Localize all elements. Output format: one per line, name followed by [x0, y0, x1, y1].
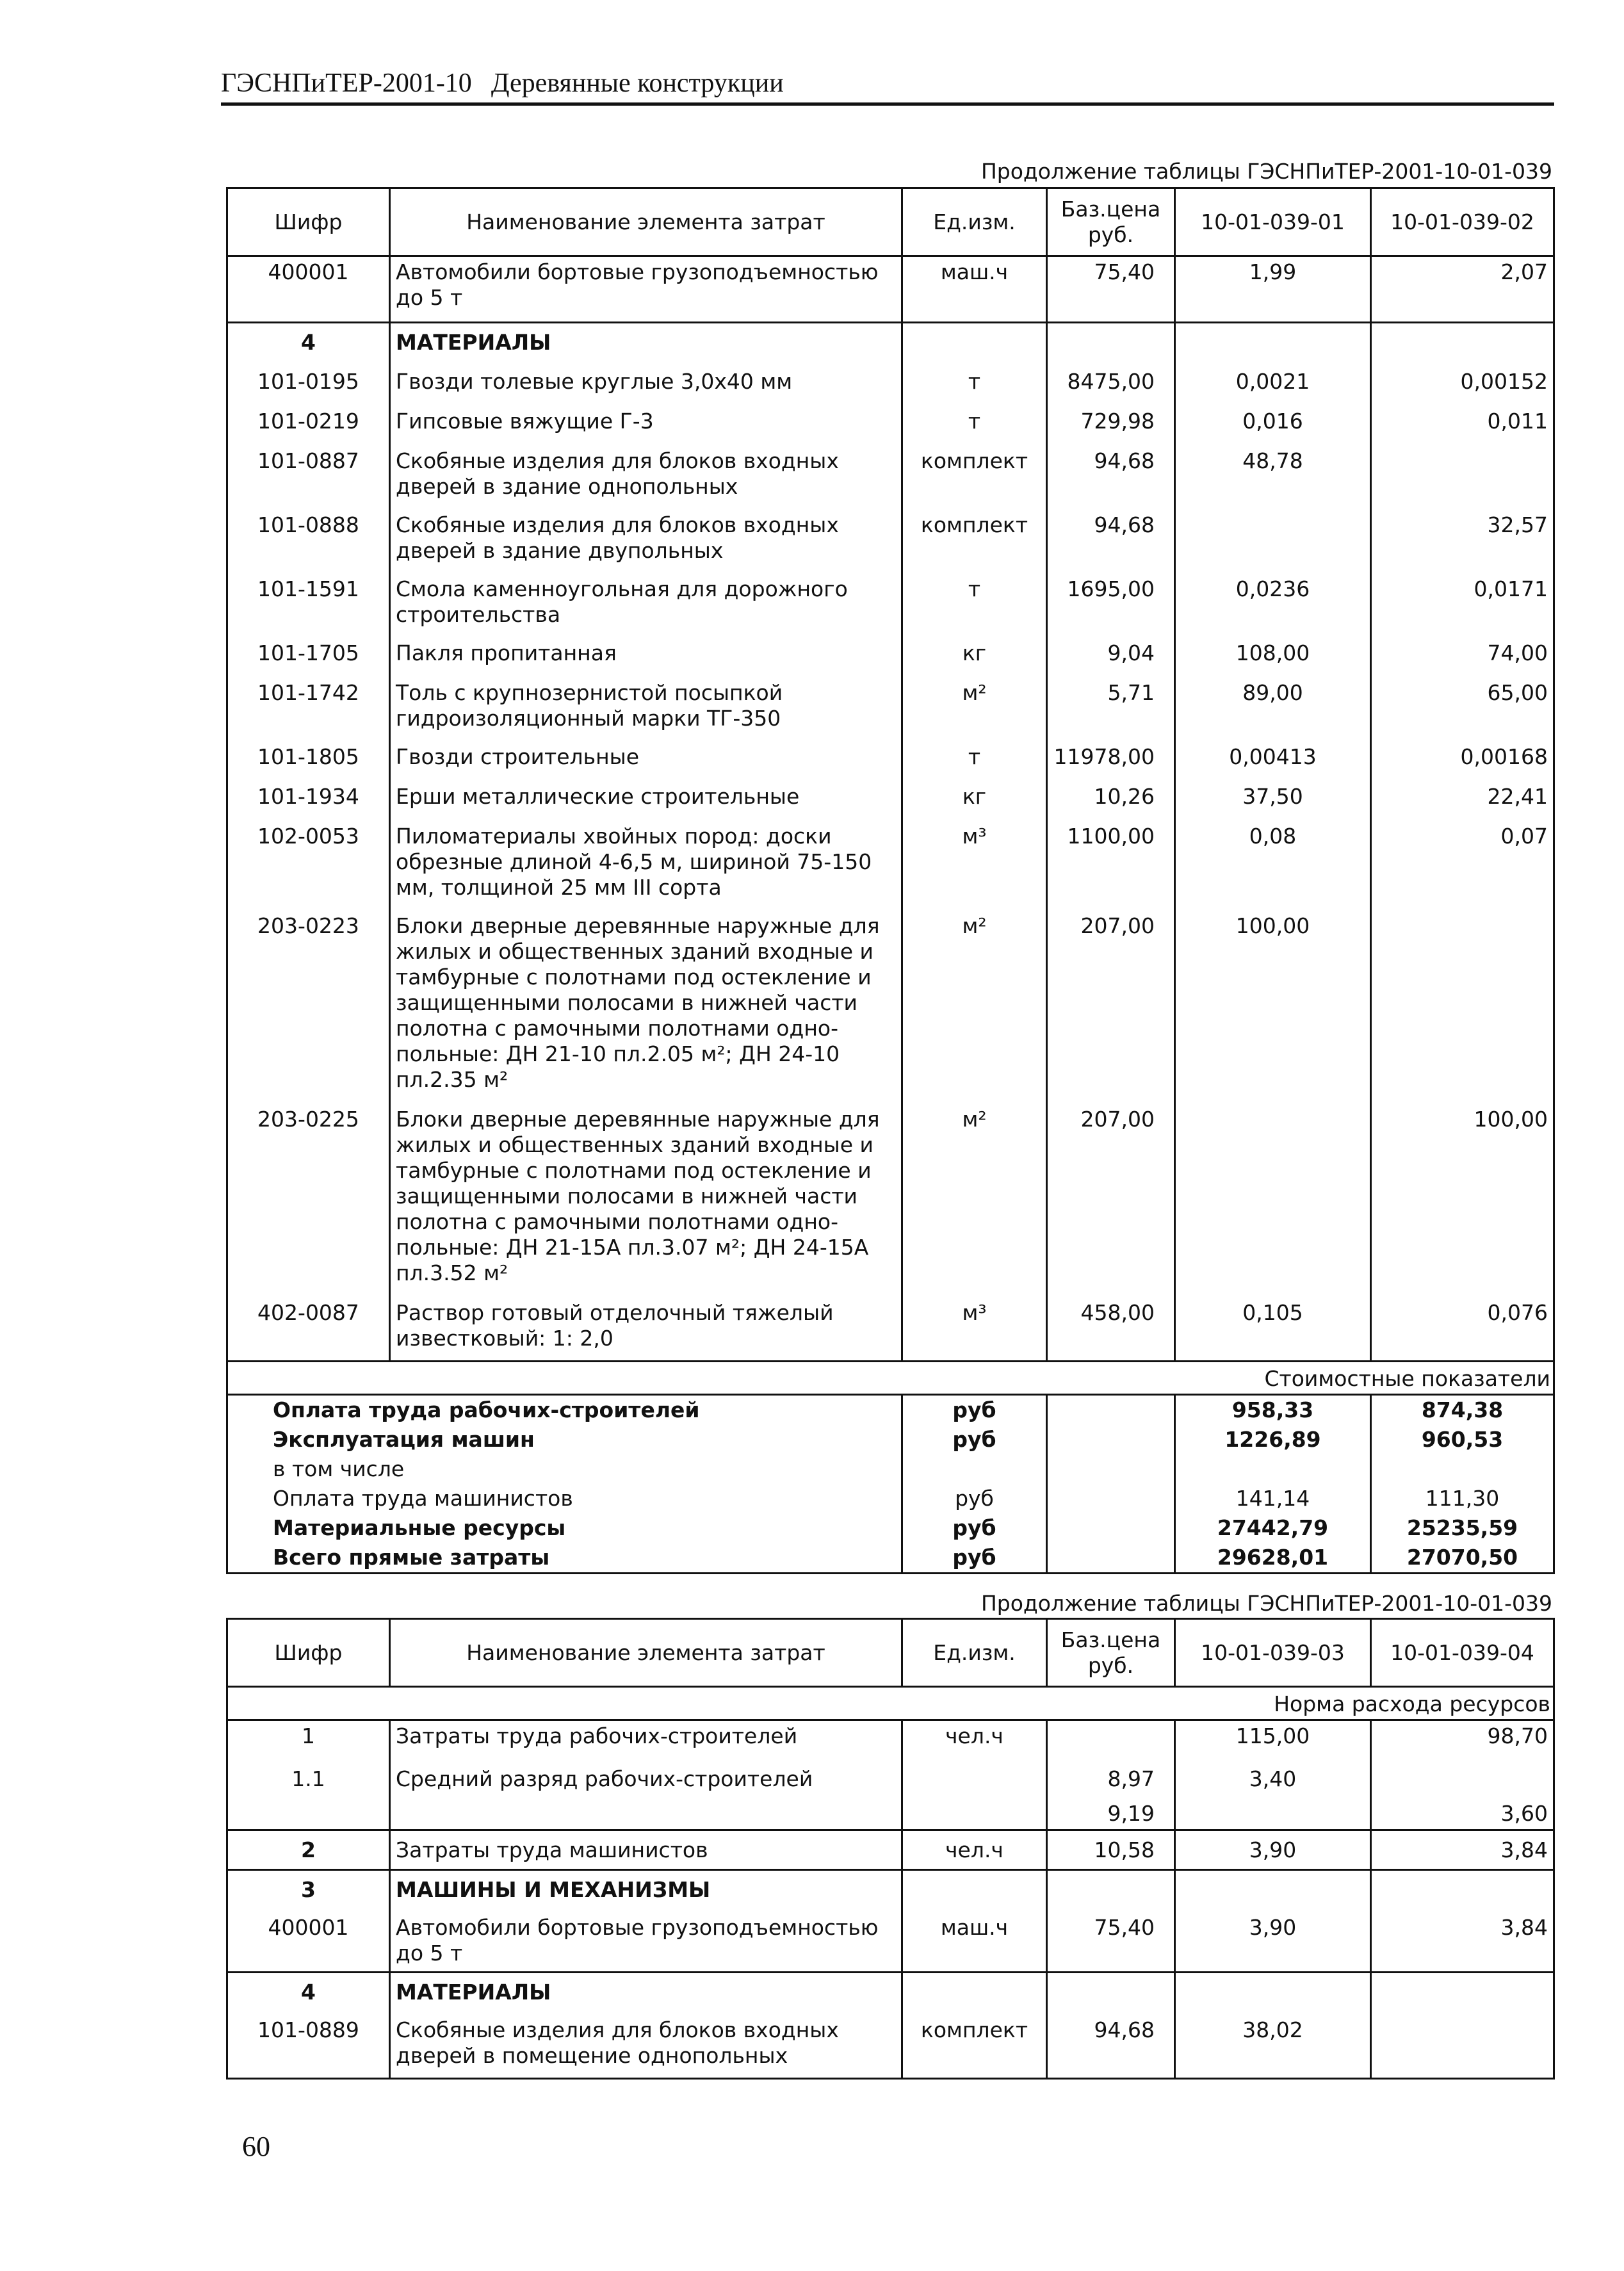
cost-v2: 27070,50: [1371, 1543, 1554, 1574]
row-price: [1047, 1973, 1175, 2011]
cost-row: [227, 1513, 1554, 1543]
table-row: [227, 1830, 1554, 1870]
col-header-v1: 10-01-039-03: [1175, 1619, 1371, 1687]
table-row: [227, 1720, 1554, 1760]
row-code: 402-0087: [227, 1294, 390, 1362]
row-price: 8,97: [1047, 1760, 1175, 1795]
cost-price-empty: [1047, 1543, 1175, 1574]
row-v1: 1,99: [1175, 256, 1371, 323]
row-v1: 108,00: [1175, 634, 1371, 674]
row-unit: т: [902, 402, 1047, 442]
page-number: 60: [242, 2131, 270, 2162]
row-name: [390, 1795, 902, 1830]
row-name: Блоки дверные деревянные наружные для жилых и общественных зданий входные и тамбурные с полотнами под остекление и защищенными полосами в нижней части полотна с рамочными полотнами одно-польные: ДН 21-10 пл.2.05 м²; ДН 24-10 пл.2.35 м²: [390, 907, 902, 1100]
col-header-unit: Ед.изм.: [902, 188, 1047, 256]
row-name: Раствор готовый отделочный тяжелый известковый: 1: 2,0: [390, 1294, 902, 1362]
cost-price-empty: [1047, 1395, 1175, 1426]
row-price: 10,26: [1047, 777, 1175, 817]
row-price: [1047, 1720, 1175, 1760]
table-row: [227, 674, 1554, 738]
table-row: [227, 1909, 1554, 1973]
row-price: 9,19: [1047, 1795, 1175, 1830]
row-v1: 0,08: [1175, 817, 1371, 907]
row-v1: [1175, 506, 1371, 570]
row-name: Гипсовые вяжущие Г-3: [390, 402, 902, 442]
table-row: [227, 817, 1554, 907]
col-header-price: Баз.цена руб.: [1047, 1619, 1175, 1687]
row-code: 101-0888: [227, 506, 390, 570]
row-unit: м³: [902, 817, 1047, 907]
cost-v2: 960,53: [1371, 1425, 1554, 1454]
cost-name: Оплата труда рабочих-строителей: [227, 1395, 902, 1426]
row-v2: 32,57: [1371, 506, 1554, 570]
row-code: 2: [227, 1830, 390, 1870]
row-v1: 89,00: [1175, 674, 1371, 738]
row-v1: 0,0021: [1175, 362, 1371, 402]
row-v2: 0,07: [1371, 817, 1554, 907]
row-price: [1047, 1870, 1175, 1909]
row-unit: комплект: [902, 2011, 1047, 2079]
row-unit: маш.ч: [902, 256, 1047, 323]
row-unit: [902, 323, 1047, 362]
page-header: [221, 64, 1554, 106]
table-row: [227, 506, 1554, 570]
table1-header-row: [227, 188, 1554, 256]
row-v1: 3,90: [1175, 1830, 1371, 1870]
cost-v1: [1175, 1454, 1371, 1484]
cost-unit: руб: [902, 1395, 1047, 1426]
row-v1: 3,90: [1175, 1909, 1371, 1973]
cost-v1: 141,14: [1175, 1484, 1371, 1513]
table1: [226, 187, 1555, 1574]
cost-section-row: [227, 1362, 1554, 1395]
row-v2: 65,00: [1371, 674, 1554, 738]
cost-v2: [1371, 1454, 1554, 1484]
row-price: 94,68: [1047, 506, 1175, 570]
row-code: 101-1705: [227, 634, 390, 674]
row-v1: 38,02: [1175, 2011, 1371, 2079]
cost-v2: 111,30: [1371, 1484, 1554, 1513]
table-row: [227, 1795, 1554, 1830]
row-v2: 3,84: [1371, 1909, 1554, 1973]
row-code: [227, 1795, 390, 1830]
table1-caption: Продолжение таблицы ГЭСНПиТЕР-2001-10-01-039: [980, 159, 1552, 184]
row-name: Скобяные изделия для блоков входных дверей в помещение однопольных: [390, 2011, 902, 2079]
row-price: 94,68: [1047, 2011, 1175, 2079]
row-v1: [1175, 1795, 1371, 1830]
row-unit: [902, 1760, 1047, 1795]
row-price: 1100,00: [1047, 817, 1175, 907]
col-header-v2: 10-01-039-04: [1371, 1619, 1554, 1687]
row-name: Пакля пропитанная: [390, 634, 902, 674]
cost-name: в том числе: [227, 1454, 902, 1484]
cost-price-empty: [1047, 1484, 1175, 1513]
col-header-unit: Ед.изм.: [902, 1619, 1047, 1687]
table-row: [227, 1294, 1554, 1362]
row-price: 10,58: [1047, 1830, 1175, 1870]
row-name: Автомобили бортовые грузоподъемностью до 5 т: [390, 1909, 902, 1973]
cost-unit: руб: [902, 1543, 1047, 1574]
row-unit: т: [902, 362, 1047, 402]
row-unit: [902, 1973, 1047, 2011]
row-v2: [1371, 907, 1554, 1100]
table-row: [227, 323, 1554, 362]
row-v1: 0,016: [1175, 402, 1371, 442]
col-header-v2: 10-01-039-02: [1371, 188, 1554, 256]
cost-v1: 958,33: [1175, 1395, 1371, 1426]
row-v2: [1371, 1760, 1554, 1795]
row-v2: 98,70: [1371, 1720, 1554, 1760]
row-v1: 0,00413: [1175, 738, 1371, 777]
row-name: Скобяные изделия для блоков входных дверей в здание однопольных: [390, 442, 902, 506]
table-row: [227, 402, 1554, 442]
row-code: 101-0195: [227, 362, 390, 402]
cost-row: [227, 1395, 1554, 1426]
table-row: [227, 256, 1554, 323]
row-price: 207,00: [1047, 1100, 1175, 1294]
table-row: [227, 362, 1554, 402]
header-code: ГЭСНПиТЕР-2001-10: [221, 69, 472, 98]
row-v2: [1371, 1973, 1554, 2011]
table-row: [227, 442, 1554, 506]
row-v2: 0,00152: [1371, 362, 1554, 402]
cost-name: Эксплуатация машин: [227, 1425, 902, 1454]
row-name: Ерши металлические строительные: [390, 777, 902, 817]
row-v1: 3,40: [1175, 1760, 1371, 1795]
row-v2: [1371, 1870, 1554, 1909]
table-row: [227, 907, 1554, 1100]
row-name: Гвозди строительные: [390, 738, 902, 777]
table2-header-row: [227, 1619, 1554, 1687]
row-v2: 0,0171: [1371, 570, 1554, 634]
row-v2: [1371, 442, 1554, 506]
row-code: 203-0225: [227, 1100, 390, 1294]
cost-row: [227, 1543, 1554, 1574]
row-v1: 115,00: [1175, 1720, 1371, 1760]
row-unit: кг: [902, 777, 1047, 817]
col-header-name: Наименование элемента затрат: [390, 188, 902, 256]
row-code: 3: [227, 1870, 390, 1909]
table-row: [227, 1760, 1554, 1795]
col-header-price: Баз.цена руб.: [1047, 188, 1175, 256]
row-code: 203-0223: [227, 907, 390, 1100]
row-name: Автомобили бортовые грузоподъемностью до 5 т: [390, 256, 902, 323]
row-price: 75,40: [1047, 256, 1175, 323]
row-name: Гвозди толевые круглые 3,0х40 мм: [390, 362, 902, 402]
row-v2: 0,00168: [1371, 738, 1554, 777]
norm-section-row: [227, 1687, 1554, 1720]
table-row: [227, 570, 1554, 634]
table-row: [227, 2011, 1554, 2079]
row-code: 101-1934: [227, 777, 390, 817]
row-code: 400001: [227, 256, 390, 323]
cost-price-empty: [1047, 1513, 1175, 1543]
row-name: Средний разряд рабочих-строителей: [390, 1760, 902, 1795]
row-code: 1.1: [227, 1760, 390, 1795]
row-unit: м²: [902, 1100, 1047, 1294]
row-name: МАШИНЫ И МЕХАНИЗМЫ: [390, 1870, 902, 1909]
norm-section-title: Норма расхода ресурсов: [227, 1687, 1554, 1720]
table2-caption: Продолжение таблицы ГЭСНПиТЕР-2001-10-01-039: [980, 1591, 1552, 1616]
col-header-code: Шифр: [227, 1619, 390, 1687]
cost-v1: 29628,01: [1175, 1543, 1371, 1574]
row-v2: [1371, 2011, 1554, 2079]
row-price: 9,04: [1047, 634, 1175, 674]
cost-unit: руб: [902, 1484, 1047, 1513]
cost-unit: [902, 1454, 1047, 1484]
row-unit: чел.ч: [902, 1830, 1047, 1870]
row-price: 94,68: [1047, 442, 1175, 506]
row-unit: комплект: [902, 442, 1047, 506]
cost-v1: 27442,79: [1175, 1513, 1371, 1543]
table-row: [227, 1100, 1554, 1294]
cost-row: [227, 1454, 1554, 1484]
row-name: Скобяные изделия для блоков входных дверей в здание двупольных: [390, 506, 902, 570]
row-price: 5,71: [1047, 674, 1175, 738]
row-v1: [1175, 1100, 1371, 1294]
cost-row: [227, 1484, 1554, 1513]
row-code: 101-1742: [227, 674, 390, 738]
row-v2: [1371, 323, 1554, 362]
table-row: [227, 634, 1554, 674]
row-name: МАТЕРИАЛЫ: [390, 323, 902, 362]
row-code: 101-0219: [227, 402, 390, 442]
row-code: 101-1805: [227, 738, 390, 777]
cost-row: [227, 1425, 1554, 1454]
row-name: Блоки дверные деревянные наружные для жилых и общественных зданий входные и тамбурные с полотнами под остекление и защищенными полосами в нижней части полотна с рамочными полотнами одно-польные: ДН 21-15А пл.3.07 м²; ДН 24-15А пл.3.52 м²: [390, 1100, 902, 1294]
row-name: Затраты труда машинистов: [390, 1830, 902, 1870]
row-v1: [1175, 1973, 1371, 2011]
cost-price-empty: [1047, 1425, 1175, 1454]
row-name: МАТЕРИАЛЫ: [390, 1973, 902, 2011]
row-code: 1: [227, 1720, 390, 1760]
row-unit: чел.ч: [902, 1720, 1047, 1760]
row-code: 101-0889: [227, 2011, 390, 2079]
cost-v2: 874,38: [1371, 1395, 1554, 1426]
table-row: [227, 777, 1554, 817]
row-price: 729,98: [1047, 402, 1175, 442]
table-row: [227, 1870, 1554, 1909]
row-v2: 0,011: [1371, 402, 1554, 442]
cost-price-empty: [1047, 1454, 1175, 1484]
row-unit: комплект: [902, 506, 1047, 570]
header-title: Деревянные конструкции: [491, 69, 784, 98]
row-unit: т: [902, 738, 1047, 777]
row-unit: м³: [902, 1294, 1047, 1362]
row-price: [1047, 323, 1175, 362]
row-unit: маш.ч: [902, 1909, 1047, 1973]
row-v1: [1175, 1870, 1371, 1909]
col-header-v1: 10-01-039-01: [1175, 188, 1371, 256]
cost-section-title: Стоимостные показатели: [227, 1362, 1554, 1395]
row-code: 4: [227, 1973, 390, 2011]
row-unit: м²: [902, 674, 1047, 738]
row-v1: [1175, 323, 1371, 362]
row-code: 101-1591: [227, 570, 390, 634]
col-header-code: Шифр: [227, 188, 390, 256]
table2: [226, 1618, 1555, 2080]
cost-v2: 25235,59: [1371, 1513, 1554, 1543]
cost-unit: руб: [902, 1425, 1047, 1454]
row-unit: [902, 1795, 1047, 1830]
row-v1: 37,50: [1175, 777, 1371, 817]
row-v1: 48,78: [1175, 442, 1371, 506]
row-v2: 74,00: [1371, 634, 1554, 674]
row-price: 1695,00: [1047, 570, 1175, 634]
row-code: 102-0053: [227, 817, 390, 907]
row-v1: 100,00: [1175, 907, 1371, 1100]
row-v1: 0,105: [1175, 1294, 1371, 1362]
cost-v1: 1226,89: [1175, 1425, 1371, 1454]
cost-unit: руб: [902, 1513, 1047, 1543]
row-v1: 0,0236: [1175, 570, 1371, 634]
row-v2: 22,41: [1371, 777, 1554, 817]
row-v2: 100,00: [1371, 1100, 1554, 1294]
row-v2: 0,076: [1371, 1294, 1554, 1362]
row-unit: [902, 1870, 1047, 1909]
row-name: Пиломатериалы хвойных пород: доски обрезные длиной 4-6,5 м, шириной 75-150 мм, толщиной 25 мм III сорта: [390, 817, 902, 907]
cost-name: Оплата труда машинистов: [227, 1484, 902, 1513]
cost-name: Всего прямые затраты: [227, 1543, 902, 1574]
row-price: 207,00: [1047, 907, 1175, 1100]
row-code: 400001: [227, 1909, 390, 1973]
cost-name: Материальные ресурсы: [227, 1513, 902, 1543]
row-name: Толь с крупнозернистой посыпкой гидроизоляционный марки ТГ-350: [390, 674, 902, 738]
row-v2: 3,60: [1371, 1795, 1554, 1830]
table-row: [227, 738, 1554, 777]
row-price: 11978,00: [1047, 738, 1175, 777]
row-name: Смола каменноугольная для дорожного строительства: [390, 570, 902, 634]
row-code: 4: [227, 323, 390, 362]
row-v2: 2,07: [1371, 256, 1554, 323]
row-v2: 3,84: [1371, 1830, 1554, 1870]
row-unit: кг: [902, 634, 1047, 674]
row-name: Затраты труда рабочих-строителей: [390, 1720, 902, 1760]
table-row: [227, 1973, 1554, 2011]
row-price: 458,00: [1047, 1294, 1175, 1362]
row-unit: т: [902, 570, 1047, 634]
col-header-name: Наименование элемента затрат: [390, 1619, 902, 1687]
row-price: 75,40: [1047, 1909, 1175, 1973]
row-price: 8475,00: [1047, 362, 1175, 402]
row-code: 101-0887: [227, 442, 390, 506]
row-unit: м²: [902, 907, 1047, 1100]
